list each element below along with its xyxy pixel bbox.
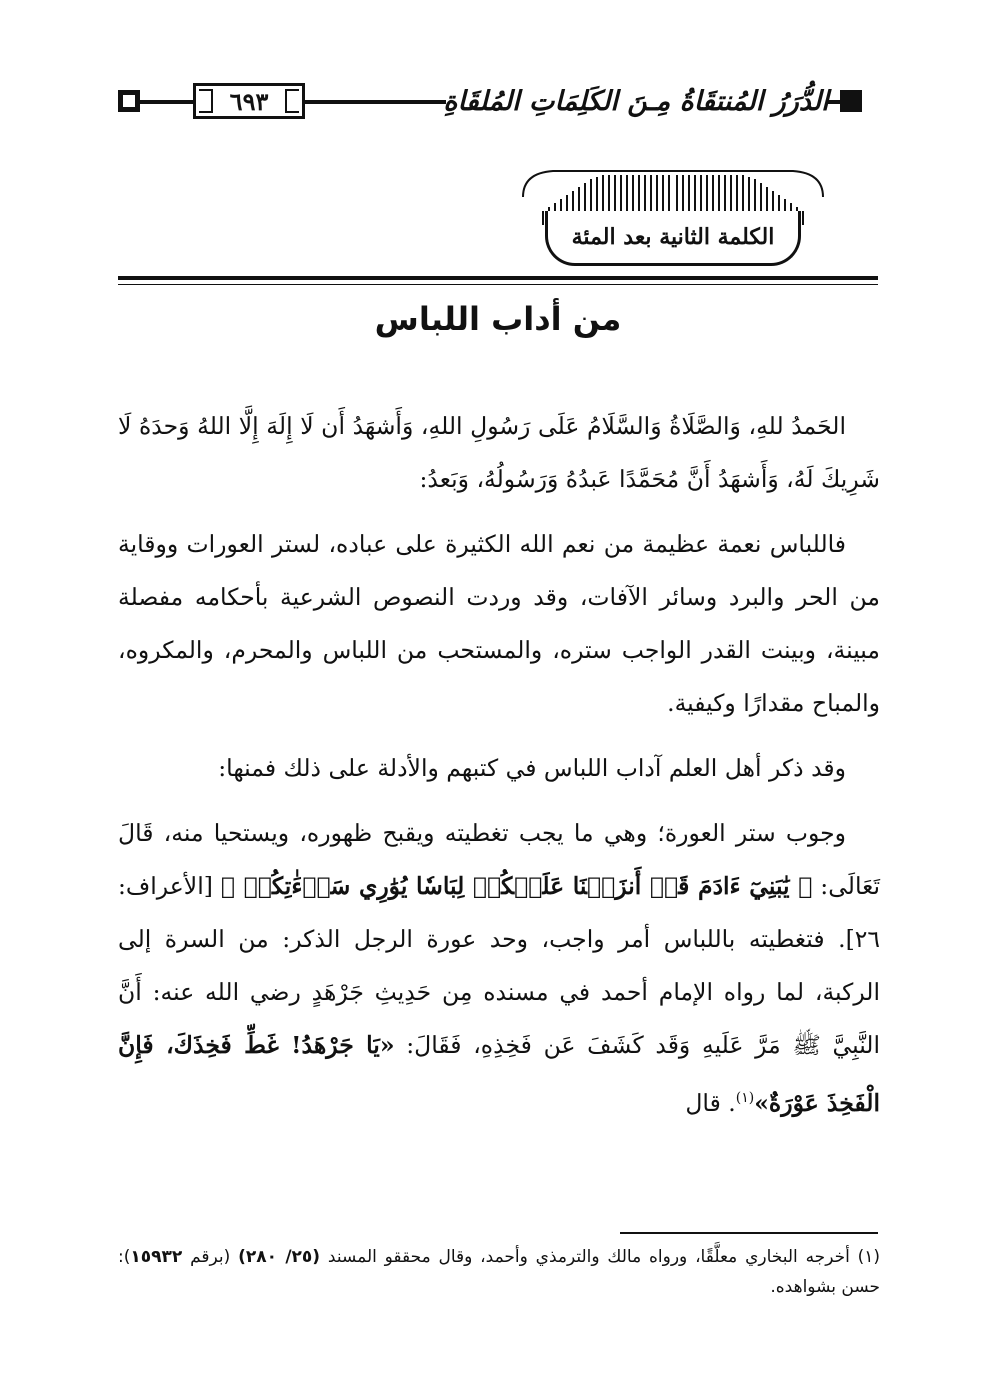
footnote <box>118 1242 880 1302</box>
quran-verse: ﴿ يَٰبَنِيٓ ءَادَمَ قَدۡ أَنزَلۡنَا عَلَيۡكُمۡ لِبَاسٗا يُوَٰرِي سَوۡءَٰتِكُمۡ ﴾ <box>220 872 813 900</box>
header-ornament-right <box>840 90 862 112</box>
header-ornament-left <box>118 90 140 112</box>
footnote-hadith-number: ١٥٩٣٢ <box>130 1247 183 1267</box>
footnote-grading: ): حسن بشواهده. <box>118 1247 880 1297</box>
awrah-explanation: فتغطيته باللباس أمر واجب، وحد عورة الرجل الذكر: من السرة إلى الركبة، لما رواه الإمام أحمد في مسنده مِن حَدِيثِ جَرْهَدٍ رضي الله عنه: أَنَّ النَّبِيَّ ﷺ مَرَّ عَلَيهِ وَقَد كَشَفَ عَن فَخِذِهِ، فَقَالَ: <box>118 925 880 1059</box>
book-title: الدُّرَرُ المُنتقَاةُ مِـنَ الكَلِمَاتِ المُلقَاةِ <box>446 78 826 124</box>
footnote-volume-ref: (٢٥/ ٢٨٠) <box>238 1247 321 1267</box>
section-rule-thin <box>118 284 878 285</box>
footnote-number-label: (برقم <box>190 1247 231 1267</box>
chapter-label: الكلمة الثانية بعد المئة <box>545 211 801 266</box>
footnote-text: (١) أخرجه البخاري معلَّقًا، ورواه مالك والترمذي وأحمد، وقال محققو المسند <box>327 1247 881 1267</box>
paragraph-opening: الحَمدُ للهِ، وَالصَّلَاةُ وَالسَّلَامُ عَلَى رَسُولِ اللهِ، وَأَشهَدُ أَن لَا إِلَهَ إِلَّا اللهُ وَحدَهُ لَا شَرِيكَ لَهُ، وَأَشهَدُ أَنَّ مُحَمَّدًا عَبدُهُ وَرَسُولُهُ، وَبَعدُ: <box>118 412 880 493</box>
paragraph-awrah <box>118 807 880 1130</box>
paragraph-scholars: وقد ذكر أهل العلم آداب اللباس في كتبهم والأدلة على ذلك فمنها: <box>218 754 846 782</box>
running-header <box>118 78 862 124</box>
verse-reference: [الأعراف: ٢٦]. <box>118 872 880 953</box>
hadith-text: «يَا جَرْهَدُ! غَطِّ فَخِذَكَ، فَإِنَّ الْفَخِذَ عَوْرَةٌ» <box>118 1031 880 1117</box>
footnote-marker[interactable]: (١) <box>735 1090 755 1106</box>
footnote-rule <box>620 1232 878 1234</box>
awrah-intro: وجوب ستر العورة؛ وهي ما يجب تغطيته ويقبح ظهوره، ويستحيا منه، قَالَ تَعَالَى: <box>118 819 880 900</box>
section-rule <box>118 276 878 280</box>
paragraph-continuation: . قال <box>685 1088 736 1117</box>
chapter-banner <box>513 165 833 273</box>
main-text <box>118 400 880 1142</box>
paragraph-intro: فاللباس نعمة عظيمة من نعم الله الكثيرة على عباده، لستر العورات ووقاية من الحر والبرد وسائر الآفات، وقد وردت النصوص الشرعية بأحكامه مفصلة مبينة، وبينت القدر الواجب ستره، والمستحب من اللباس والمحرم، والمكروه، والمباح مقدارًا وكيفية. <box>118 530 880 717</box>
page-number: ٦٩٣ <box>193 83 305 119</box>
page-title: من أداب اللباس <box>374 300 622 338</box>
